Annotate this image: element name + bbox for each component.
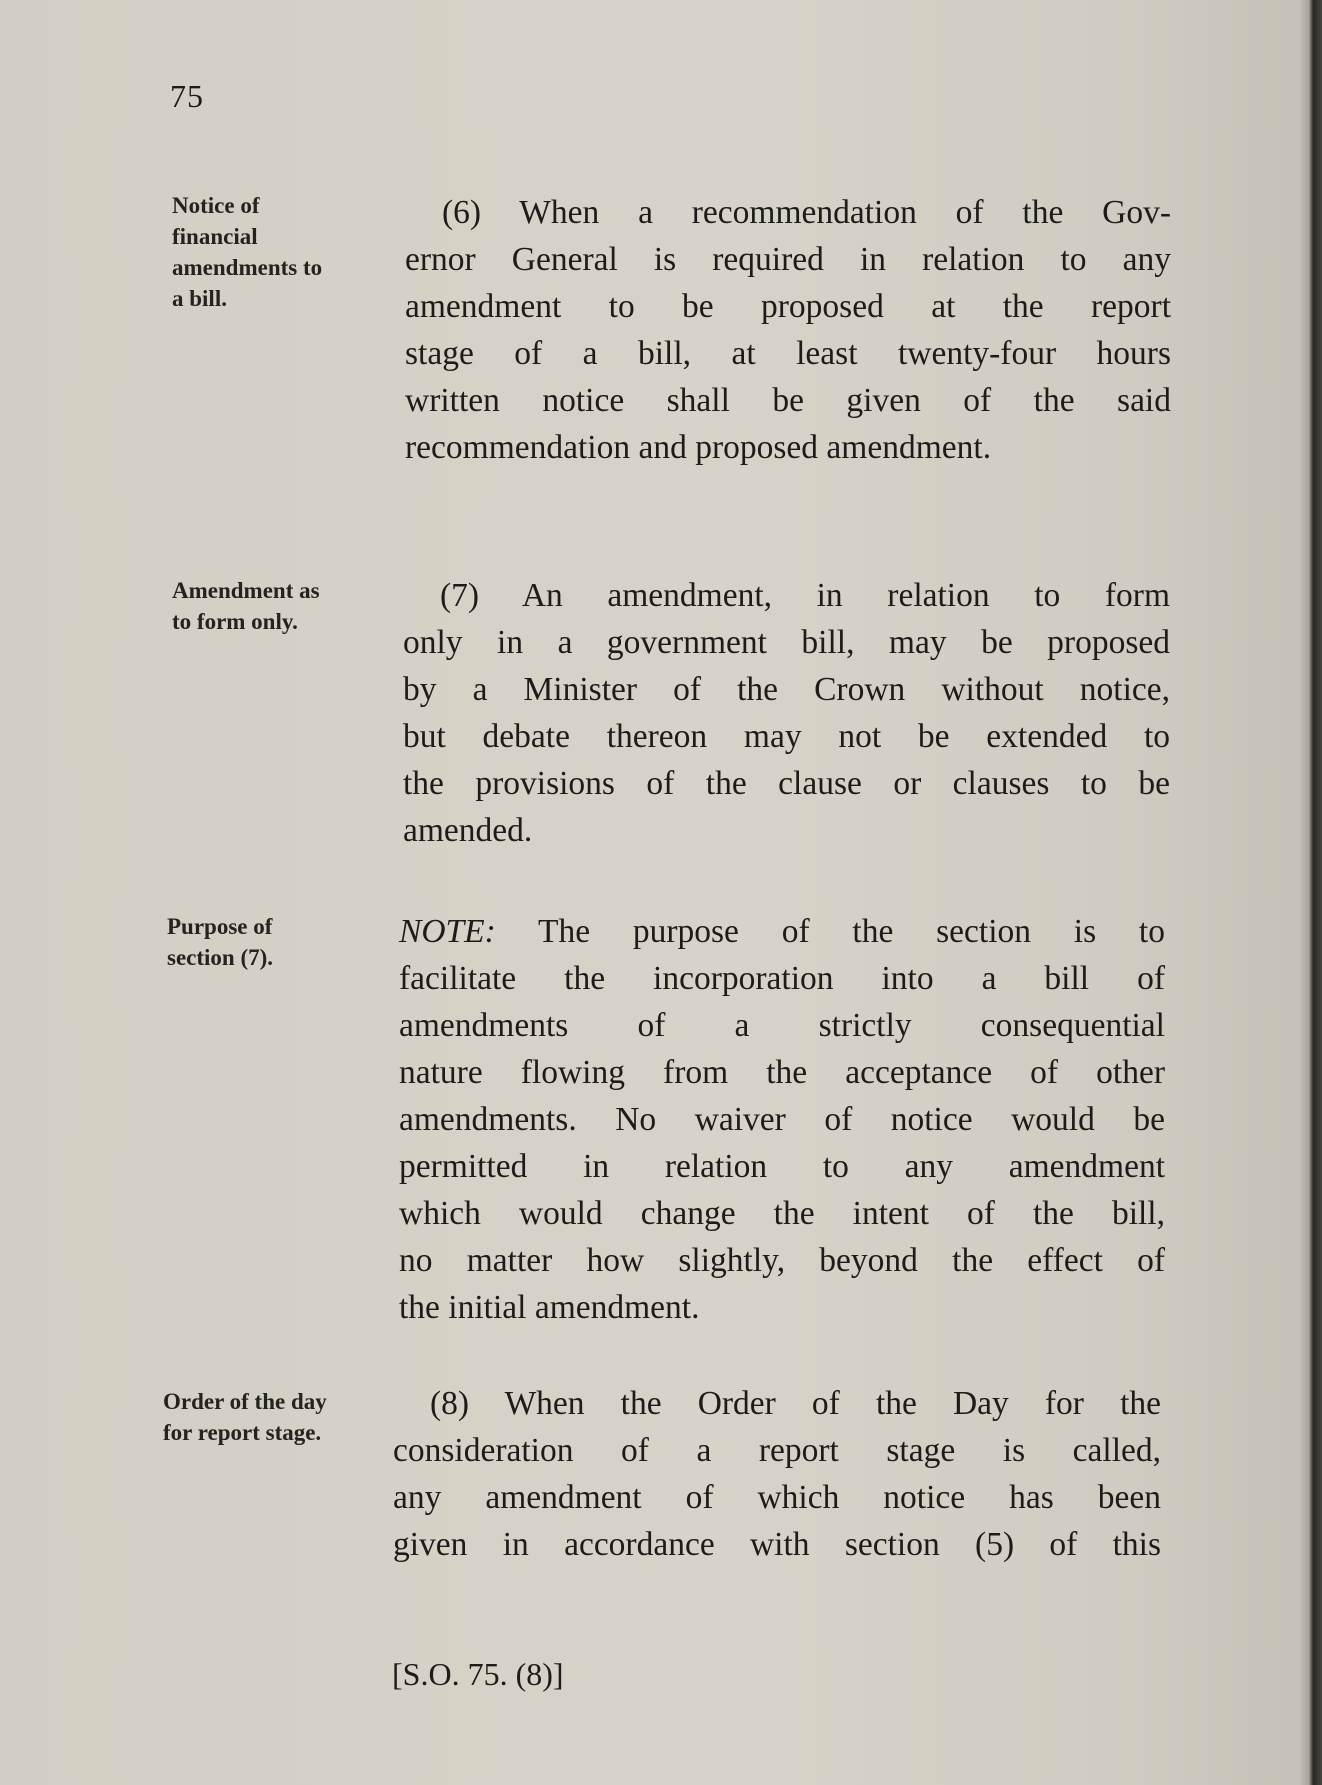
text-line: nature flowing from the acceptance of other	[399, 1054, 1165, 1091]
note-first-line-text: The purpose of the section is to	[495, 913, 1165, 950]
margin-note-amendment-form	[172, 575, 320, 637]
margin-note-line: amendments to	[172, 255, 323, 280]
text-line: recommendation and proposed amendment.	[405, 429, 992, 466]
margin-note-line: to form only.	[172, 609, 298, 634]
text-line: by a Minister of the Crown without notice,	[403, 671, 1170, 708]
text-line: (6) When a recommendation of the Gov-	[442, 194, 1171, 231]
text-line: any amendment of which notice has been	[393, 1479, 1161, 1516]
text-line: amendments of a strictly consequential	[399, 1007, 1165, 1044]
paragraph-section-6	[405, 189, 1171, 471]
text-line: but debate thereon may not be extended to	[403, 718, 1170, 755]
text-line: stage of a bill, at least twenty-four hours	[405, 335, 1171, 372]
margin-note-line: Amendment as	[172, 578, 320, 603]
text-line: consideration of a report stage is called,	[393, 1432, 1161, 1469]
paragraph-note	[399, 908, 1165, 1331]
margin-note-financial-amendments	[172, 190, 322, 314]
paragraph-section-8	[393, 1380, 1161, 1568]
margin-note-order-of-day	[163, 1386, 327, 1448]
page-number: 75	[170, 78, 204, 114]
text-line: permitted in relation to any amendment	[399, 1148, 1165, 1185]
text-line: amendment to be proposed at the report	[405, 288, 1171, 325]
margin-note-line: for report stage.	[163, 1420, 322, 1445]
text-line	[399, 908, 1165, 955]
text-line: no matter how slightly, beyond the effect of	[399, 1242, 1165, 1279]
standing-order-reference: [S.O. 75. (8)]	[392, 1656, 564, 1692]
margin-note-purpose	[167, 911, 273, 973]
margin-note-line: Order of the day	[163, 1389, 327, 1414]
text-line: which would change the intent of the bill,	[399, 1195, 1165, 1232]
text-line: (8) When the Order of the Day for the	[430, 1385, 1161, 1422]
text-line: the provisions of the clause or clauses to be	[403, 765, 1170, 802]
paragraph-section-7	[403, 572, 1170, 854]
text-line: only in a government bill, may be proposed	[403, 624, 1170, 661]
margin-note-line: section (7).	[167, 945, 274, 970]
margin-note-line: financial	[172, 224, 258, 249]
margin-note-line: Notice of	[172, 193, 260, 218]
text-line: given in accordance with section (5) of this	[393, 1526, 1161, 1563]
text-line: facilitate the incorporation into a bill of	[399, 960, 1165, 997]
margin-note-line: a bill.	[172, 286, 227, 311]
text-line: the initial amendment.	[399, 1289, 700, 1326]
text-line: ernor General is required in relation to any	[405, 241, 1171, 278]
note-label: NOTE:	[399, 913, 496, 950]
text-line: (7) An amendment, in relation to form	[440, 577, 1170, 614]
text-line: written notice shall be given of the said	[405, 382, 1171, 419]
text-line: amendments. No waiver of notice would be	[399, 1101, 1165, 1138]
text-line: amended.	[403, 812, 533, 849]
book-spine-shadow	[1300, 0, 1322, 1785]
margin-note-line: Purpose of	[167, 914, 273, 939]
